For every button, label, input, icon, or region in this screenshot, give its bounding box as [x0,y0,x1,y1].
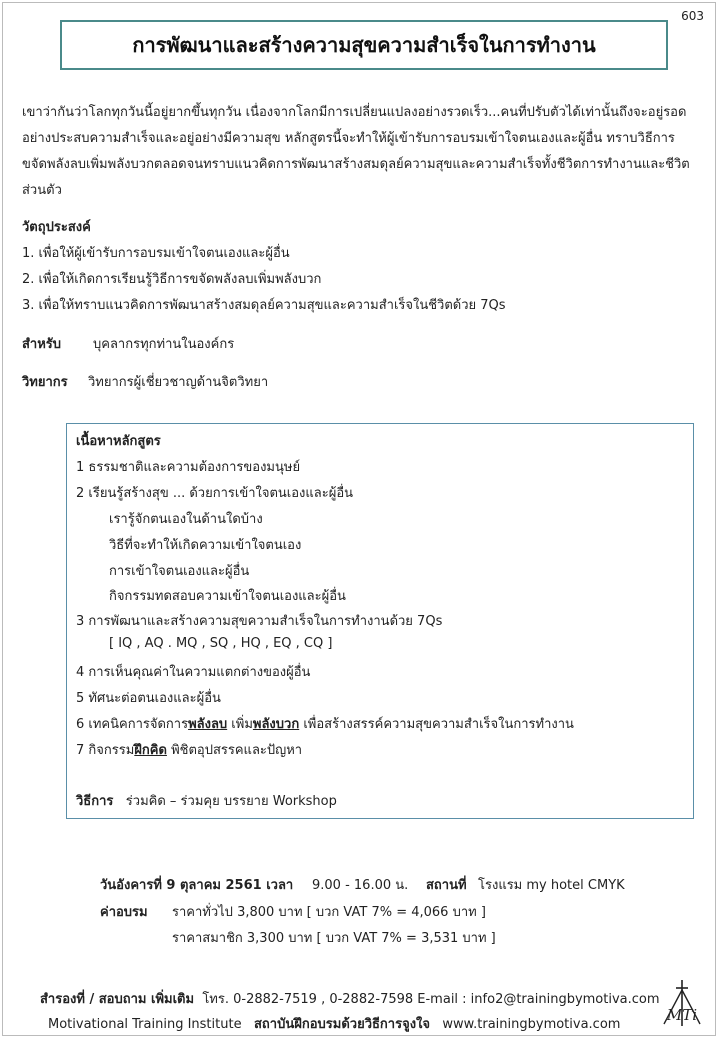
positive-energy-emphasis: พลังบวก [252,717,300,732]
contact-row [40,988,660,1009]
content-subitem: การเข้าใจตนเองและผู้อื่น [109,564,250,579]
content-heading: เนื้อหาหลักสูตร [76,434,161,449]
website-link[interactable]: www.trainingbymotiva.com [442,1017,621,1032]
institute-row [48,1013,620,1034]
content-item-6-text: เพื่อสร้างสรรค์ความสุขความสำเร็จในการทำงาน [299,717,574,732]
content-item-7-text: 7 กิจกรรม [76,743,135,758]
negative-energy-emphasis: พลังลบ [188,717,228,732]
audience-value: บุคลากรทุกท่านในองค์กร [93,337,235,352]
fee-label: ค่าอบรม [100,905,148,920]
content-subitem: เรารู้จักตนเองในด้านใดบ้าง [109,512,263,527]
content-item-6 [76,713,574,734]
schedule-date: วันอังคารที่ 9 ตุลาคม 2561 เวลา [100,878,294,893]
objective-item: 1. เพื่อให้ผู้เข้ารับการอบรมเข้าใจตนเองและผู้อื่น [22,246,290,261]
content-item-6-text: 6 เทคนิคการจัดการ [76,717,189,732]
method-value: ร่วมคิด – ร่วมคุย บรรยาย Workshop [125,794,337,809]
course-content-box [66,423,694,819]
method-label: วิธีการ [76,794,114,809]
contact-label: สำรองที่ / สอบถาม เพิ่มเติม [40,992,195,1007]
institute-name-en: Motivational Training Institute [48,1017,242,1032]
content-item-7-text: พิชิตอุปสรรคและปัญหา [166,743,303,758]
objective-item: 2. เพื่อให้เกิดการเรียนรู้วิธีการขจัดพลังลบเพิ่มพลังบวก [22,272,322,287]
audience-row [22,333,235,354]
content-item-7 [76,739,302,760]
audience-label: สำหรับ [22,337,62,352]
venue-label: สถานที่ [426,878,467,893]
venue-value: โรงแรม my hotel CMYK [478,878,625,893]
speaker-label: วิทยากร [22,375,68,390]
content-7qs-list: [ IQ , AQ . MQ , SQ , HQ , EQ , CQ ] [109,636,333,651]
mti-logo-icon [656,978,708,1030]
content-item-6-text: เพิ่ม [227,717,253,732]
page-number: 603 [681,9,704,23]
logo-text: MTi [666,1006,698,1024]
fee-general: ราคาทั่วไป 3,800 บาท [ บวก VAT 7% = 4,066 บาท ] [172,905,486,920]
intro-paragraph: เขาว่ากันว่าโลกทุกวันนี้อยู่ยากขึ้นทุกวัน เนื่องจากโลกมีการเปลี่ยนแปลงอย่างรวดเร็ว...คนที่ปรับตัวได้เท่านั้นถึงจะอยู่รอด อย่างประสบความสำเร็จและอยู่อย่างมีความสุข หลักสูตรนี้จะทำให้ผู้เข้ารับการอบรมเข้าใจตนเองและผู้อื่น ทราบวิธีการขจัดพลังลบเพิ่มพลังบวกตลอดจนทราบแนวคิดการพัฒนาสร้างสมดุลย์ความสุขและความสำเร็จทั้งชีวิตการทำงานและชีวิตส่วนตัว [22,105,690,198]
institute-name-th: สถาบันฝึกอบรมด้วยวิธีการจูงใจ [253,1017,431,1032]
content-subitem: วิธีที่จะทำให้เกิดความเข้าใจตนเอง [109,538,302,553]
contact-info[interactable]: โทร. 0-2882-7519 , 0-2882-7598 E-mail : info2@trainingbymotiva.com [202,992,660,1007]
fee-member: ราคาสมาชิก 3,300 บาท [ บวก VAT 7% = 3,531 บาท ] [172,931,496,946]
content-subitem: กิจกรรมทดสอบความเข้าใจตนเองและผู้อื่น [109,589,346,604]
page-title: การพัฒนาและสร้างความสุขความสำเร็จในการทำงาน [60,20,668,70]
schedule-time: 9.00 - 16.00 น. [312,878,409,893]
speaker-row [22,371,269,392]
objective-item: 3. เพื่อให้ทราบแนวคิดการพัฒนาสร้างสมดุลย์ความสุขและความสำเร็จในชีวิตด้วย 7Qs [22,298,506,313]
content-item-3: 3 การพัฒนาและสร้างความสุขความสำเร็จในการทำงานด้วย 7Qs [76,614,443,629]
speaker-value: วิทยากรผู้เชี่ยวชาญด้านจิตวิทยา [88,375,269,390]
content-item-2: 2 เรียนรู้สร้างสุข ... ด้วยการเข้าใจตนเองและผู้อื่น [76,486,354,501]
thinking-emphasis: ฝึกคิด [134,743,167,758]
content-item-5: 5 ทัศนะต่อตนเองและผู้อื่น [76,691,221,706]
content-item-4: 4 การเห็นคุณค่าในความแตกต่างของผู้อื่น [76,665,311,680]
objectives-heading: วัตถุประสงค์ [22,220,91,235]
content-item-1: 1 ธรรมชาติและความต้องการของมนุษย์ [76,460,301,475]
method-row [76,790,337,811]
